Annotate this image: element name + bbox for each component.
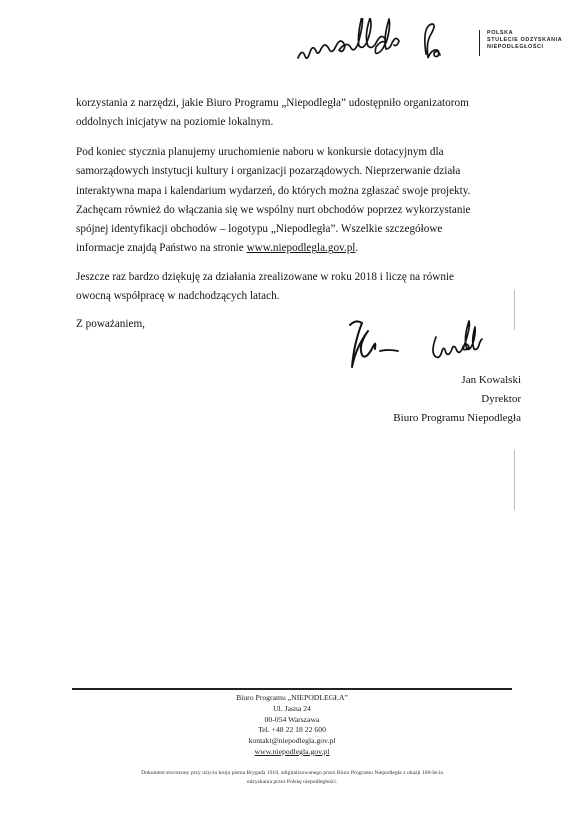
text-line: owocną współpracę w nadchodzących latach. <box>76 290 280 303</box>
signatory-organization: Biuro Programu Niepodległa <box>393 412 521 424</box>
footnote-line: Dokument stworzony przy użyciu kroju pisma Brygada 1918, zdigitalizowanego przez Biuro Programu Niepodległa z okazji 100-lecia <box>141 770 443 776</box>
text-line: Zachęcam również do włączania się we wspólny nurt obchodów poprzez wykorzystanie <box>76 203 471 216</box>
tagline-line: STULECIE ODZYSKANIA <box>487 37 563 43</box>
tagline-line: NIEPODLEGŁOŚCI <box>487 44 544 50</box>
paragraph-1 <box>76 94 512 133</box>
text-line: oddolnych inicjatyw na poziomie lokalnym. <box>76 116 274 129</box>
text-span: . <box>355 242 359 255</box>
text-line: samorządowych instytucji kultury i organizacji pozarządowych. Nieprzerwanie działa <box>76 165 461 178</box>
website-link[interactable]: www.niepodlegla.gov.pl <box>246 242 356 255</box>
tagline-line: POLSKA <box>487 30 514 36</box>
niepodlegla-logo <box>294 18 474 74</box>
footer-street: Ul. Jasna 24 <box>273 703 311 713</box>
signatory-name: Jan Kowalski <box>461 374 521 386</box>
footer-email[interactable]: kontakt@niepodlegla.gov.pl <box>248 736 336 746</box>
text-line: Pod koniec stycznia planujemy uruchomienie naboru w konkursie dotacyjnym dla <box>76 146 444 158</box>
text-line: spójnej identyfikacji obchodów – logotypu „Niepodległa”. Wszelkie szczegółowe <box>76 223 443 236</box>
scan-mark <box>514 450 515 510</box>
footer-note <box>64 769 520 787</box>
footer-city: 00-054 Warszawa <box>264 714 320 724</box>
footer-org: Biuro Programu „NIEPODLEGŁA” <box>236 693 348 702</box>
text-line: Jeszcze raz bardzo dziękuję za działania zrealizowane w roku 2018 i liczę na równie <box>76 271 454 283</box>
signatory-title: Dyrektor <box>481 393 521 405</box>
footer-address <box>72 693 512 758</box>
footer-phone: Tel. +48 22 18 22 600 <box>258 725 326 735</box>
text-line <box>76 239 512 258</box>
logo-divider <box>479 30 480 56</box>
logo-tagline <box>487 30 577 51</box>
text-span: informacje znajdą Państwo na stronie <box>76 242 247 255</box>
footer-website-link[interactable]: www.niepodlegla.gov.pl <box>254 746 330 756</box>
footnote-line: odzyskania przez Polskę niepodległości. <box>246 779 338 785</box>
closing-salutation: Z poważaniem, <box>76 318 145 330</box>
signatory-block <box>393 371 521 428</box>
footer-divider <box>72 688 512 690</box>
paragraph-3 <box>76 268 512 307</box>
text-line: korzystania z narzędzi, jakie Biuro Programu „Niepodległa” udostępniło organizatorom <box>76 97 469 109</box>
scan-mark <box>514 290 515 330</box>
text-line: interaktywna mapa i kalendarium wydarzeń, do których można zgłaszać swoje projekty. <box>76 184 471 197</box>
paragraph-2 <box>76 143 512 259</box>
